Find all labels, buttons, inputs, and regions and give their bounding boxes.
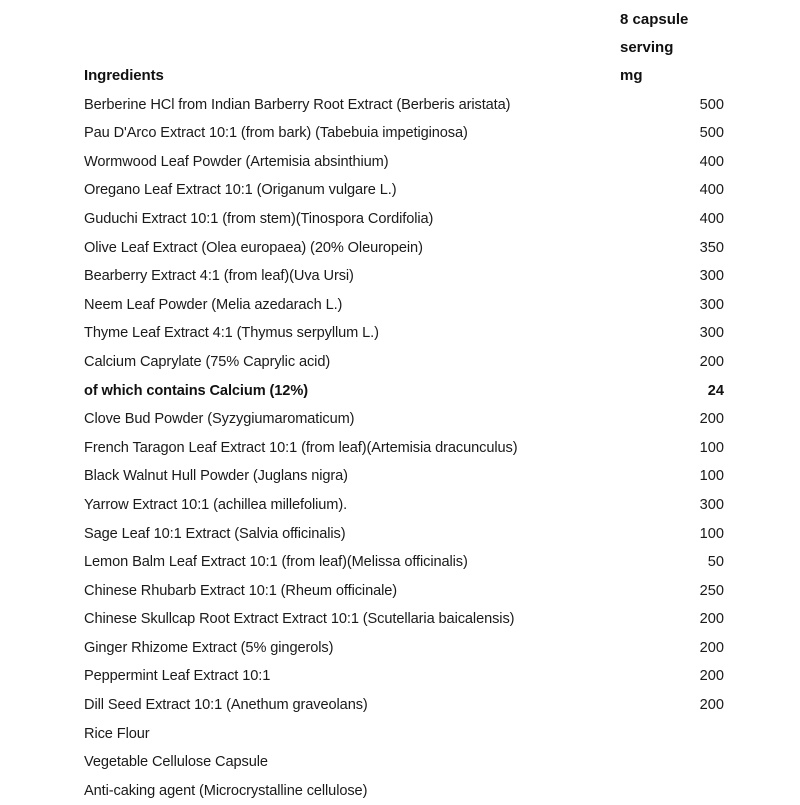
ingredient-amount: 350 bbox=[699, 239, 724, 256]
ingredient-amount: 200 bbox=[699, 668, 724, 685]
table-row bbox=[84, 748, 724, 777]
ingredient-name: Guduchi Extract 10:1 (from stem)(Tinospora Cordifolia) bbox=[84, 210, 434, 227]
ingredient-name: Sage Leaf 10:1 Extract (Salvia officinalis) bbox=[84, 525, 346, 542]
table-row bbox=[84, 205, 724, 234]
ingredient-name: Chinese Skullcap Root Extract Extract 10:1 (Scutellaria baicalensis) bbox=[84, 611, 515, 628]
ingredient-name: Rice Flour bbox=[84, 725, 150, 742]
ingredient-amount: 400 bbox=[699, 182, 724, 199]
ingredient-name: Pau D'Arco Extract 10:1 (from bark) (Tabebuia impetiginosa) bbox=[84, 125, 468, 142]
serving-header-line2: serving bbox=[620, 39, 674, 56]
table-row bbox=[84, 291, 724, 320]
ingredient-name: Dill Seed Extract 10:1 (Anethum graveolans) bbox=[84, 697, 368, 714]
ingredient-name: Thyme Leaf Extract 4:1 (Thymus serpyllum L.) bbox=[84, 325, 379, 342]
table-row bbox=[84, 176, 724, 205]
ingredient-name: Neem Leaf Powder (Melia azedarach L.) bbox=[84, 296, 343, 313]
table-row bbox=[84, 119, 724, 148]
ingredient-name: Clove Bud Powder (Syzygiumaromaticum) bbox=[84, 411, 355, 428]
ingredient-name: Oregano Leaf Extract 10:1 (Origanum vulgare L.) bbox=[84, 182, 397, 199]
ingredient-amount: 100 bbox=[699, 439, 724, 456]
table-row bbox=[84, 348, 724, 377]
ingredient-amount: 300 bbox=[699, 296, 724, 313]
ingredient-name: Olive Leaf Extract (Olea europaea) (20% Oleuropein) bbox=[84, 239, 423, 256]
table-header-row bbox=[84, 62, 724, 91]
table-row bbox=[84, 262, 724, 291]
table-row bbox=[84, 91, 724, 120]
table-row bbox=[84, 605, 724, 634]
ingredient-amount: 200 bbox=[699, 411, 724, 428]
table-body bbox=[84, 91, 724, 805]
ingredient-amount: 200 bbox=[699, 611, 724, 628]
table-row bbox=[84, 377, 724, 406]
ingredient-amount: 400 bbox=[699, 210, 724, 227]
serving-header-line1: 8 capsule bbox=[620, 11, 689, 28]
ingredient-name: Anti-caking agent (Microcrystalline cellulose) bbox=[84, 782, 368, 799]
ingredient-amount: 200 bbox=[699, 639, 724, 656]
ingredient-name: French Taragon Leaf Extract 10:1 (from leaf)(Artemisia dracunculus) bbox=[84, 439, 518, 456]
ingredient-amount: 300 bbox=[699, 325, 724, 342]
ingredient-name: Wormwood Leaf Powder (Artemisia absinthium) bbox=[84, 153, 389, 170]
table-row bbox=[84, 691, 724, 720]
table-row bbox=[84, 548, 724, 577]
ingredient-amount: 50 bbox=[707, 554, 724, 571]
table-row bbox=[84, 662, 724, 691]
ingredient-name: Black Walnut Hull Powder (Juglans nigra) bbox=[84, 468, 348, 485]
ingredient-amount: 200 bbox=[699, 353, 724, 370]
ingredient-amount: 200 bbox=[699, 697, 724, 714]
table-row bbox=[84, 462, 724, 491]
ingredient-amount: 250 bbox=[699, 582, 724, 599]
table-row bbox=[84, 777, 724, 805]
ingredient-amount: 24 bbox=[707, 382, 724, 399]
table-row bbox=[84, 491, 724, 520]
ingredients-table bbox=[84, 62, 724, 805]
table-row bbox=[84, 405, 724, 434]
ingredient-amount: 500 bbox=[699, 125, 724, 142]
ingredient-amount: 100 bbox=[699, 525, 724, 542]
ingredients-column-label: Ingredients bbox=[84, 67, 164, 84]
ingredient-name: Lemon Balm Leaf Extract 10:1 (from leaf)(Melissa officinalis) bbox=[84, 554, 468, 571]
table-row bbox=[84, 520, 724, 549]
table-row bbox=[84, 634, 724, 663]
table-row bbox=[84, 434, 724, 463]
serving-header-unit: mg bbox=[620, 67, 643, 84]
ingredient-name: Calcium Caprylate (75% Caprylic acid) bbox=[84, 353, 331, 370]
ingredient-amount: 300 bbox=[699, 496, 724, 513]
table-row bbox=[84, 319, 724, 348]
table-row bbox=[84, 148, 724, 177]
ingredient-name: Ginger Rhizome Extract (5% gingerols) bbox=[84, 639, 334, 656]
ingredient-name: of which contains Calcium (12%) bbox=[84, 382, 308, 399]
ingredient-name: Peppermint Leaf Extract 10:1 bbox=[84, 668, 271, 685]
ingredient-amount: 300 bbox=[699, 268, 724, 285]
ingredient-name: Yarrow Extract 10:1 (achillea millefolium). bbox=[84, 496, 348, 513]
ingredient-amount: 400 bbox=[699, 153, 724, 170]
table-row bbox=[84, 720, 724, 749]
table-row bbox=[84, 234, 724, 263]
ingredient-amount: 500 bbox=[699, 96, 724, 113]
ingredient-name: Berberine HCl from Indian Barberry Root Extract (Berberis aristata) bbox=[84, 96, 511, 113]
ingredient-name: Vegetable Cellulose Capsule bbox=[84, 754, 268, 771]
table-row bbox=[84, 577, 724, 606]
ingredient-name: Bearberry Extract 4:1 (from leaf)(Uva Ursi) bbox=[84, 268, 354, 285]
ingredient-name: Chinese Rhubarb Extract 10:1 (Rheum officinale) bbox=[84, 582, 398, 599]
ingredient-amount: 100 bbox=[699, 468, 724, 485]
